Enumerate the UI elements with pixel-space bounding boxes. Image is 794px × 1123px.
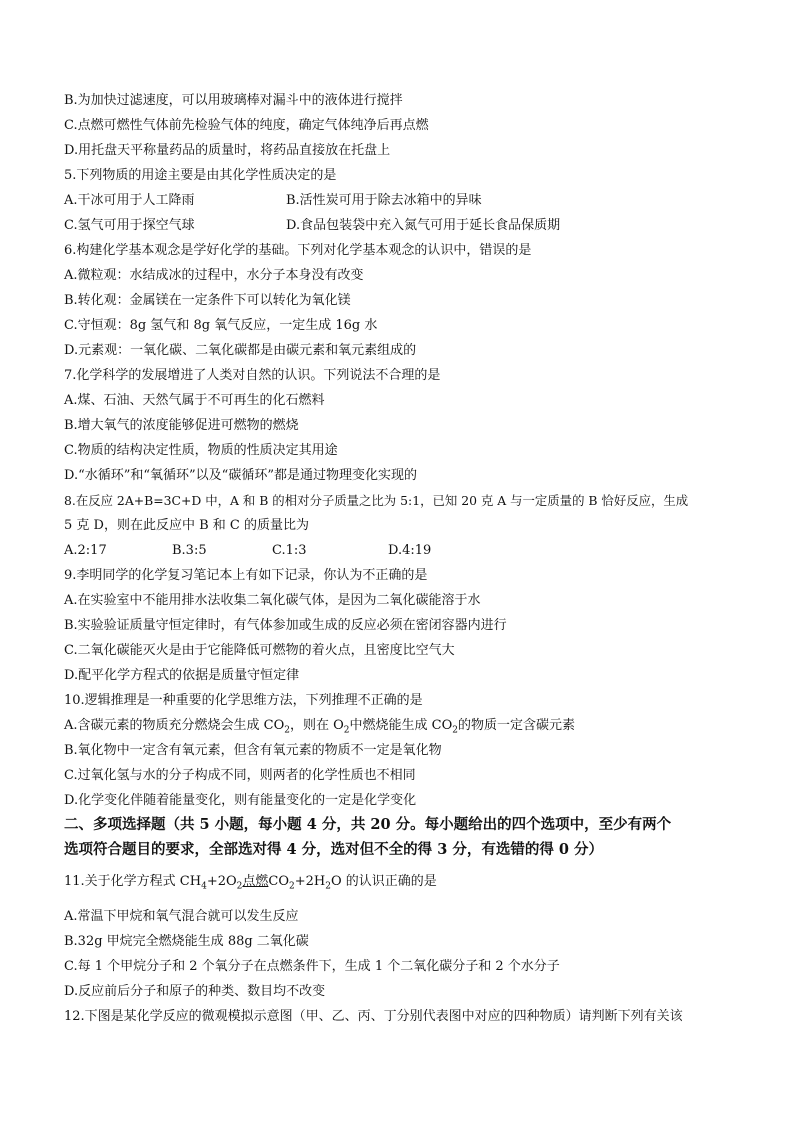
q12-stem: 12.下图是某化学反应的微观模拟示意图（甲、乙、丙、丁分别代表图中对应的四种物质）请判断下列有关该	[64, 1009, 683, 1024]
q9-option-c: C.二氧化碳能灭火是由于它能降低可燃物的着火点，且密度比空气大	[64, 643, 455, 658]
q11-text-4: +2H	[294, 874, 326, 889]
q6-option-c: C.守恒观：8g 氢气和 8g 氧气反应，一定生成 16g 水	[64, 318, 378, 333]
q8-option-d: D.4:19	[388, 543, 432, 558]
reaction-condition: 点燃	[242, 874, 269, 889]
q8-stem-line-1: 8.在反应 2A+B=3C+D 中，A 和 B 的相对分子质量之比为 5:1，已知 20 克 A 与一定质量的 B 恰好反应，生成	[64, 493, 689, 508]
q10-stem: 10.逻辑推理是一种重要的化学思维方法，下列推理不正确的是	[64, 693, 423, 708]
q5-option-c: C.氢气可用于探空气球	[64, 218, 195, 233]
q11-text-3: CO	[268, 874, 290, 889]
q8-option-b: B.3:5	[172, 543, 207, 558]
q10-option-b: B.氧化物中一定含有氧元素，但含有氧元素的物质不一定是氧化物	[64, 743, 442, 758]
q5-option-a: A.干冰可用于人工降雨	[64, 193, 195, 208]
q7-option-d: D.“水循环”和“氧循环”以及“碳循环”都是通过物理变化实现的	[64, 468, 417, 483]
section-heading-line-2: 选项符合题目的要求，全部选对得 4 分，选对但不全的得 3 分，有选错的得 0 分）	[64, 841, 604, 858]
q10-option-d: D.化学变化伴随着能量变化，则有能量变化的一定是化学变化	[64, 793, 417, 808]
q10-a-text-4: 的物质一定含碳元素	[458, 718, 576, 733]
q10-a-text-1: A.含碳元素的物质充分燃烧会生成 CO	[64, 718, 285, 733]
q7-option-a: A.煤、石油、天然气属于不可再生的化石燃料	[64, 393, 325, 408]
q5-options-row-1	[64, 192, 482, 210]
subscript: 4	[201, 881, 207, 892]
q11-option-b: B.32g 甲烷完全燃烧能生成 88g 二氧化碳	[64, 934, 309, 949]
subscript: 2	[452, 725, 459, 736]
q11-text-5: O 的认识正确的是	[331, 874, 437, 889]
subscript: 2	[284, 725, 290, 736]
q8-stem-line-2: 5 克 D，则在此反应中 B 和 C 的质量比为	[64, 518, 309, 533]
q6-stem: 6.构建化学基本观念是学好化学的基础。下列对化学基本观念的认识中，错误的是	[64, 243, 532, 258]
q11-text-1: 11.关于化学方程式 CH	[64, 874, 202, 889]
q6-option-b: B.转化观：金属镁在一定条件下可以转化为氧化镁	[64, 293, 351, 308]
q10-a-text-2: ，则在 O	[290, 718, 344, 733]
q11-option-d: D.反应前后分子和原子的种类、数目均不改变	[64, 984, 326, 999]
q9-option-b: B.实验验证质量守恒定律时，有气体参加或生成的反应必须在密闭容器内进行	[64, 618, 507, 633]
q9-option-d: D.配平化学方程式的依据是质量守恒定律	[64, 668, 300, 683]
q8-options-row	[64, 542, 431, 560]
subscript: 2	[325, 881, 331, 892]
section-heading-line-1: 二、多项选择题（共 5 小题，每小题 4 分，共 20 分。每小题给出的四个选项中，至少有两个	[64, 816, 672, 833]
q5-option-d: D.食品包装袋中充入氮气可用于延长食品保质期	[286, 218, 561, 233]
q5-stem: 5.下列物质的用途主要是由其化学性质决定的是	[64, 168, 337, 183]
q10-a-text-3: 中燃烧能生成 CO	[349, 718, 453, 733]
q7-option-b: B.增大氧气的浓度能够促进可燃物的燃烧	[64, 418, 299, 433]
subscript: 2	[343, 725, 350, 736]
q11-text-2: +2O	[206, 874, 237, 889]
subscript: 2	[289, 881, 295, 892]
q7-stem: 7.化学科学的发展增进了人类对自然的认识。下列说法不合理的是	[64, 368, 441, 383]
q6-option-d: D.元素观：一氧化碳、二氧化碳都是由碳元素和氧元素组成的	[64, 343, 417, 358]
q9-stem: 9.李明同学的化学复习笔记本上有如下记录，你认为不正确的是	[64, 568, 428, 583]
q9-option-a: A.在实验室中不能用排水法收集二氧化碳气体，是因为二氧化碳能溶于水	[64, 593, 481, 608]
q4-option-b: B.为加快过滤速度，可以用玻璃棒对漏斗中的液体进行搅拌	[64, 93, 403, 108]
q7-option-c: C.物质的结构决定性质，物质的性质决定其用途	[64, 443, 338, 458]
q10-option-a	[64, 717, 575, 735]
q11-option-c: C.每 1 个甲烷分子和 2 个氧分子在点燃条件下，生成 1 个二氧化碳分子和 2 个水分子	[64, 959, 560, 974]
q5-option-b: B.活性炭可用于除去冰箱中的异味	[286, 193, 482, 208]
q10-option-c: C.过氧化氢与水的分子构成不同，则两者的化学性质也不相同	[64, 768, 416, 783]
q11-stem	[64, 873, 437, 891]
subscript: 2	[236, 881, 243, 892]
q8-option-c: C.1:3	[272, 543, 307, 558]
q5-options-row-2	[64, 217, 560, 235]
q4-option-c: C.点燃可燃性气体前先检验气体的纯度，确定气体纯净后再点燃	[64, 118, 429, 133]
q8-option-a: A.2:17	[64, 543, 107, 558]
q4-option-d: D.用托盘天平称量药品的质量时，将药品直接放在托盘上	[64, 143, 391, 158]
q6-option-a: A.微粒观：水结成冰的过程中，水分子本身没有改变	[64, 268, 364, 283]
q11-option-a: A.常温下甲烷和氧气混合就可以发生反应	[64, 909, 299, 924]
